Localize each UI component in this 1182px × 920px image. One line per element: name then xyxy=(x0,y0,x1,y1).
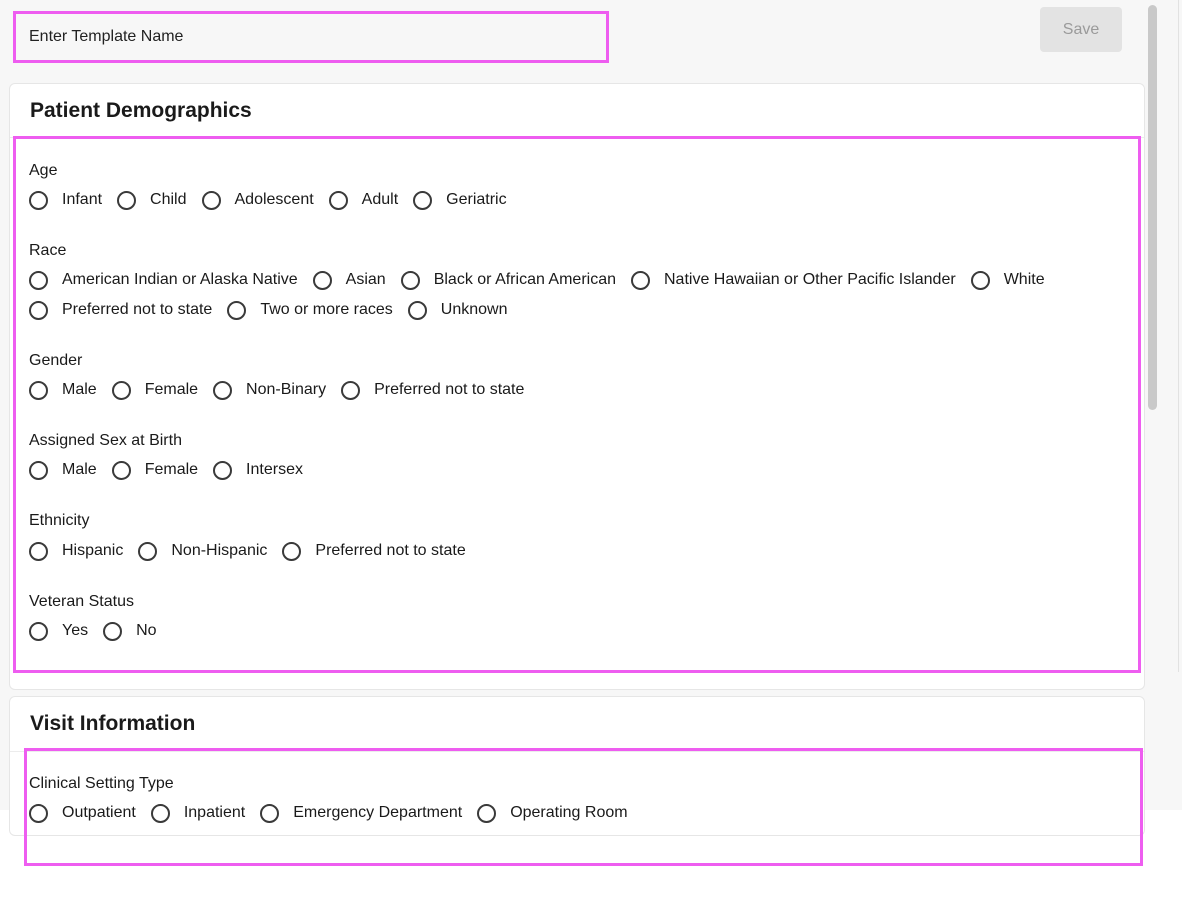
radio-button-icon[interactable] xyxy=(477,804,496,823)
ethnicity-options-radio-option[interactable] xyxy=(282,542,465,561)
radio-option-label: White xyxy=(1003,271,1045,288)
veteran-status-label: Veteran Status xyxy=(29,593,134,610)
radio-button-icon[interactable] xyxy=(260,804,279,823)
race-options-row1-radio-option[interactable] xyxy=(29,271,298,290)
age-options-radio-option[interactable] xyxy=(329,191,398,210)
gender-options xyxy=(29,378,539,402)
ethnicity-label: Ethnicity xyxy=(29,512,90,529)
sex-at-birth-label: Assigned Sex at Birth xyxy=(29,432,182,449)
race-options-row1-radio-option[interactable] xyxy=(971,271,1045,290)
radio-button-icon[interactable] xyxy=(413,191,432,210)
radio-button-icon[interactable] xyxy=(313,271,332,290)
radio-button-icon[interactable] xyxy=(29,804,48,823)
radio-option-label: Emergency Department xyxy=(293,804,463,821)
radio-option-label: Black or African American xyxy=(433,271,616,288)
radio-button-icon[interactable] xyxy=(112,381,131,400)
veteran-status-options-radio-option[interactable] xyxy=(29,622,88,641)
radio-button-icon[interactable] xyxy=(329,191,348,210)
save-button[interactable]: Save xyxy=(1040,7,1122,52)
veteran-status-options xyxy=(29,619,172,643)
veteran-status-options-radio-option[interactable] xyxy=(103,622,156,641)
sex-at-birth-options-radio-option[interactable] xyxy=(112,461,198,480)
sex-at-birth-options-radio-option[interactable] xyxy=(29,461,97,480)
ethnicity-options-radio-option[interactable] xyxy=(138,542,267,561)
ethnicity-options-radio-option[interactable] xyxy=(29,542,123,561)
section-title-demographics: Patient Demographics xyxy=(30,99,252,122)
radio-option-label: Infant xyxy=(62,191,103,208)
race-options-row1-radio-option[interactable] xyxy=(313,271,386,290)
radio-option-label: Unknown xyxy=(440,301,508,318)
radio-button-icon[interactable] xyxy=(971,271,990,290)
sex-at-birth-options-radio-option[interactable] xyxy=(213,461,303,480)
radio-button-icon[interactable] xyxy=(29,381,48,400)
race-options-row2 xyxy=(29,298,523,322)
clinical-setting-options-radio-option[interactable] xyxy=(477,804,627,823)
race-options-row1 xyxy=(29,268,1060,292)
radio-option-label: American Indian or Alaska Native xyxy=(62,271,298,288)
template-name-input[interactable] xyxy=(16,14,606,60)
radio-button-icon[interactable] xyxy=(282,542,301,561)
race-options-row2-radio-option[interactable] xyxy=(408,301,508,320)
sex-at-birth-options xyxy=(29,458,318,482)
race-options-row1-radio-option[interactable] xyxy=(631,271,956,290)
radio-button-icon[interactable] xyxy=(112,461,131,480)
radio-option-label: No xyxy=(136,622,157,639)
age-label: Age xyxy=(29,162,58,179)
radio-button-icon[interactable] xyxy=(29,301,48,320)
radio-option-label: Operating Room xyxy=(510,804,628,821)
template-name-field-highlight xyxy=(13,11,609,63)
race-label: Race xyxy=(29,242,67,259)
scroll-track xyxy=(1178,0,1179,672)
radio-option-label: Outpatient xyxy=(62,804,136,821)
gender-options-radio-option[interactable] xyxy=(112,381,198,400)
radio-option-label: Preferred not to state xyxy=(315,542,466,559)
radio-option-label: Geriatric xyxy=(446,191,507,208)
radio-button-icon[interactable] xyxy=(401,271,420,290)
radio-option-label: Adolescent xyxy=(234,191,314,208)
race-options-row2-radio-option[interactable] xyxy=(227,301,392,320)
radio-button-icon[interactable] xyxy=(29,191,48,210)
radio-option-label: Yes xyxy=(62,622,89,639)
radio-option-label: Preferred not to state xyxy=(374,381,525,398)
radio-button-icon[interactable] xyxy=(151,804,170,823)
radio-option-label: Two or more races xyxy=(260,301,393,318)
section-divider xyxy=(10,137,1144,138)
race-options-row1-radio-option[interactable] xyxy=(401,271,616,290)
clinical-setting-options-radio-option[interactable] xyxy=(151,804,245,823)
radio-option-label: Female xyxy=(144,461,199,478)
clinical-setting-options xyxy=(29,801,643,825)
vertical-scrollbar-thumb[interactable] xyxy=(1148,5,1157,410)
radio-option-label: Adult xyxy=(361,191,399,208)
radio-option-label: Asian xyxy=(345,271,386,288)
section-title-visit: Visit Information xyxy=(30,712,196,735)
radio-option-label: Male xyxy=(62,381,97,398)
radio-button-icon[interactable] xyxy=(631,271,650,290)
gender-options-radio-option[interactable] xyxy=(341,381,524,400)
radio-button-icon[interactable] xyxy=(408,301,427,320)
radio-button-icon[interactable] xyxy=(138,542,157,561)
age-options-radio-option[interactable] xyxy=(29,191,102,210)
radio-option-label: Non-Binary xyxy=(246,381,327,398)
radio-option-label: Male xyxy=(62,461,97,478)
radio-option-label: Inpatient xyxy=(183,804,246,821)
clinical-setting-options-radio-option[interactable] xyxy=(29,804,136,823)
gender-options-radio-option[interactable] xyxy=(29,381,97,400)
radio-button-icon[interactable] xyxy=(103,622,122,641)
ethnicity-options xyxy=(29,539,481,563)
race-options-row2-radio-option[interactable] xyxy=(29,301,212,320)
radio-button-icon[interactable] xyxy=(29,622,48,641)
radio-button-icon[interactable] xyxy=(117,191,136,210)
radio-button-icon[interactable] xyxy=(227,301,246,320)
radio-option-label: Non-Hispanic xyxy=(171,542,268,559)
age-options-radio-option[interactable] xyxy=(413,191,506,210)
radio-button-icon[interactable] xyxy=(213,461,232,480)
radio-button-icon[interactable] xyxy=(29,461,48,480)
radio-option-label: Child xyxy=(150,191,187,208)
radio-option-label: Preferred not to state xyxy=(62,301,213,318)
clinical-setting-label: Clinical Setting Type xyxy=(29,775,174,792)
gender-label: Gender xyxy=(29,352,83,369)
age-options-radio-option[interactable] xyxy=(202,191,314,210)
radio-option-label: Female xyxy=(144,381,199,398)
radio-option-label: Native Hawaiian or Other Pacific Islander xyxy=(664,271,956,288)
radio-button-icon[interactable] xyxy=(29,271,48,290)
radio-button-icon[interactable] xyxy=(202,191,221,210)
radio-button-icon[interactable] xyxy=(213,381,232,400)
radio-option-label: Hispanic xyxy=(62,542,124,559)
radio-button-icon[interactable] xyxy=(341,381,360,400)
age-options xyxy=(29,188,522,212)
radio-button-icon[interactable] xyxy=(29,542,48,561)
section-divider xyxy=(10,751,1144,752)
gender-options-radio-option[interactable] xyxy=(213,381,326,400)
clinical-setting-options-radio-option[interactable] xyxy=(260,804,462,823)
age-options-radio-option[interactable] xyxy=(117,191,186,210)
radio-option-label: Intersex xyxy=(246,461,303,478)
